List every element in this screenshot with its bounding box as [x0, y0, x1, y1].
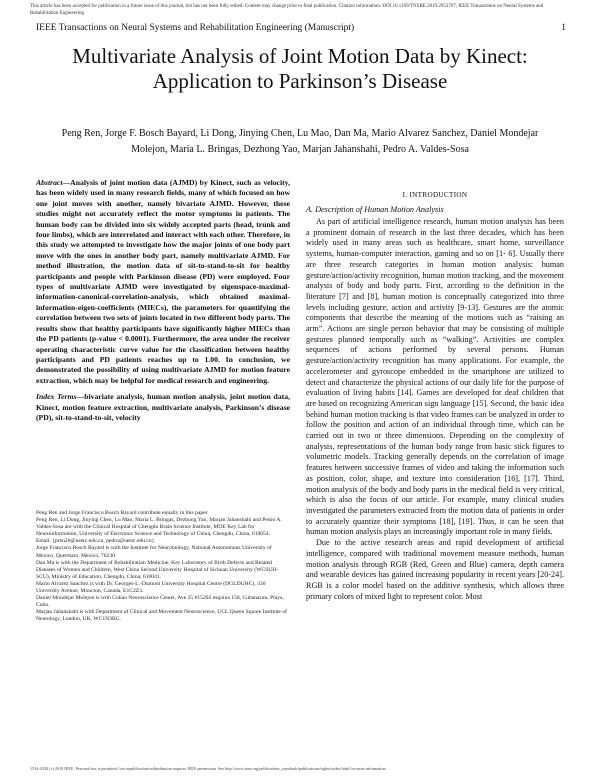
paper-title: Multivariate Analysis of Joint Motion Data by Kinect: Application to Parkinson’s Disease — [72, 44, 528, 93]
right-column — [306, 190, 564, 602]
footnote: Email: {pren28@uestc.edu.cn, pedro@uestc.edu.cn} — [36, 538, 155, 545]
footnote: Daniel Mondejar Molejon is with Cuban Neuroscience Center, Ave 25 #15202 esquina 158, Cubanacan, Playa, Cuba. — [36, 595, 284, 609]
page-number: 1 — [561, 23, 566, 33]
journal-header: IEEE Transactions on Neural Systems and Rehabilitation Engineering (Manuscript) — [36, 23, 355, 33]
abstract — [36, 178, 290, 386]
author-footnotes — [36, 510, 290, 624]
footnote: Jorge Francisco Bosch Bayard is with the Institute for Neurobiology, National Autonomous University of Mexico, Queretaro, Mexico, 76230. — [36, 545, 272, 559]
footnote: Peng Ren and Jorge Francisco Bosch Bayard contribute equally in this paper. — [36, 510, 209, 516]
author-list: Peng Ren, Jorge F. Bosch Bayard, Li Dong, Jinying Chen, Lu Mao, Dan Ma, Mario Alvarez Sanchez, Daniel Mondejar Molejon, Maria L. Bringas, Dezhong Yao, Marjan Jahanshahi, Pedro A. Valdes-Sosa — [61, 128, 539, 155]
index-terms-lead: Index Terms — [36, 392, 77, 402]
publication-banner: This article has been accepted for publication in a future issue of this journal, but has not been fully edited. Content may change prior to final publication. Citation information: DOI 10.1109/TNSRE.2019.2953707, IEEE Transactions on Neural Systems and Rehabilitation Engineering — [30, 4, 544, 16]
abstract-lead: Abstract — [36, 178, 63, 187]
index-terms — [36, 392, 290, 423]
footnote: Peng Ren, Li Dong, Jinying Chen, Lu Mao, Maria L. Bringas, Dezhong Yao, Marjan Jahanshahi and Pedro A. Valdes-Sosa are with the Clinical Hospital of Chengdu Brain Science Institute, MOE Key Lab for Neuroinformation, University of Electronic Science and Technology of China, Chengdu, China, 610054. — [36, 517, 282, 538]
footnote: Mario Alvarez Sanchez is with Dr. Georges-L.-Dumont University Hospital Centre (DGLDUHC), 330 University Avenue, Moncton, Canada, E1C2Z3. — [36, 580, 266, 595]
footnote: Marjan Jahanshahi is with Department of Clinical and Movement Neuroscience, UCL Queen Square Institute of Neurology, London, UK, WC1N3BG. — [36, 609, 287, 623]
abstract-text: —Analysis of joint motion data (AJMD) by Kinect, such as velocity, has been widely used in many research fields, many of which focused on how one joint moves with another, namely bivariate AJMD. However, these studies might not accurately reflect the motor symptoms in patients. The human body can be divided into six widely accepted parts (head, trunk and four limbs), which are interrelated and interact with each other. Therefore, in this study we attempted to investigate how the major joints of one body part move with the ones in another body part, namely multivariate AJMD. For method illustration, the motion data of sit-to-stand-to-sit for healthy participants and people with Parkinson disease (PD) were employed. Four types of multivariate AJMD were investigated by eigenspace-maximal-information-canonical-correlation-analysis, which obtained maximal-information-eigen-coefficients (MIECs), the parameters for quantifying the correlation between two sets of joints located in two different body parts. The results show that healthy participants have significantly higher MIECs than the PD patients (p-value < 0.0001). Furthermore, the area under the receiver operating characteristic curve value for the classification between healthy participants and PD patients reaches up to 1.00. In conclusion, we demonstrated the possibility of using multivariate AJMD for motion feature extraction, which may be helpful for medical research and engineering. — [36, 178, 290, 385]
subsection-heading: A. Description of Human Motion Analysis — [306, 205, 444, 214]
footnote: Dan Ma is with the Department of Rehabilitation Medicine, Key Laboratory of Birth Defects and Related Diseases of Women and Children, West China Second University Hospital of Sichuan University (WCSUH-SCU), Ministry of Education, Chengdu, China, 610041. — [36, 559, 279, 580]
left-column — [36, 178, 290, 423]
section-heading: I. INTRODUCTION — [402, 191, 468, 199]
copyright-footer: 1534-4320 (c) 2019 IEEE. Personal use is permitted, but republication/redistribution requires IEEE permission. See http://www.ieee.org/publications_standards/publications/rights/index.html for more information. — [30, 766, 387, 771]
body-paragraph: As part of artificial intelligence research, human motion analysis has been a prominent domain of research in the last three decades, which has been widely used in many areas such as healthcare, smart home, surveillance systems, human-computer interaction, gaming and so on [1- 6]. Usually there are three research categories in human motion analysis: human gesture/action/activity recognition, human motion tracking, and the movement analysis of body and body parts. First, according to the definition in the literature [7] and [8], human motion is conceptually categorized into three levels including gesture, action and activity [9-13]. Gestures are the atomic components that describe the meaning of the motions such as “raising an arm”. Actions are single person behavior that may be consisting of multiple gestures planned temporally such as “walking”. Activities are complex sequences of actions performed by several persons. Human gesture/action/activity recognition has many applications. For example, the accelerometer and gyroscope embedded in the smartphone are utilized to detect and characterize the physical actions of our daily life for the purpose of evaluation of living habits [14]. Games are developed for deaf children that are based on recognizing American sign language [15]. Second, the basic idea behind human motion tracking is that video frames can be analyzed in order to follow the position and action of an individual through time, which can be carried out in two or three dimensions. Depending on the complexity of analysis, representations of the human body range from basic stick figures to volumetric models. Tracking generally depends on the correlation of image features between successive frames of video and taking the information such as position, color, shape, and texture into consideration [16], [17]. Third, motion analysis of the body and body parts in the medical field is very critical, which is also the focus of our article. For example, many clinical studies investigated the parameters extracted from the motion data of patients in order to accurately quantize their symptoms [18], [19]. Thus, it can be seen that human motion analysis plays an increasingly important role in many fields. — [306, 217, 564, 537]
index-terms-text: —bivariate analysis, human motion analysis, joint motion data, Kinect, motion feature extraction, multivariate analysis, Parkinson’s disease (PD), sit-to-stand-to-sit, velocity — [36, 392, 290, 422]
body-paragraph: Due to the active research areas and rapid development of artificial intelligence, compared with traditional movement measure methods, human motion analysis through RGB (Red, Green and Blue) camera, depth camera and wearable devices has gained increasing popularity in recent years [20-24]. RGB is a color model based on the additive synthesis, which allows three primary colors of mixed light to represent color. Most — [306, 538, 564, 601]
